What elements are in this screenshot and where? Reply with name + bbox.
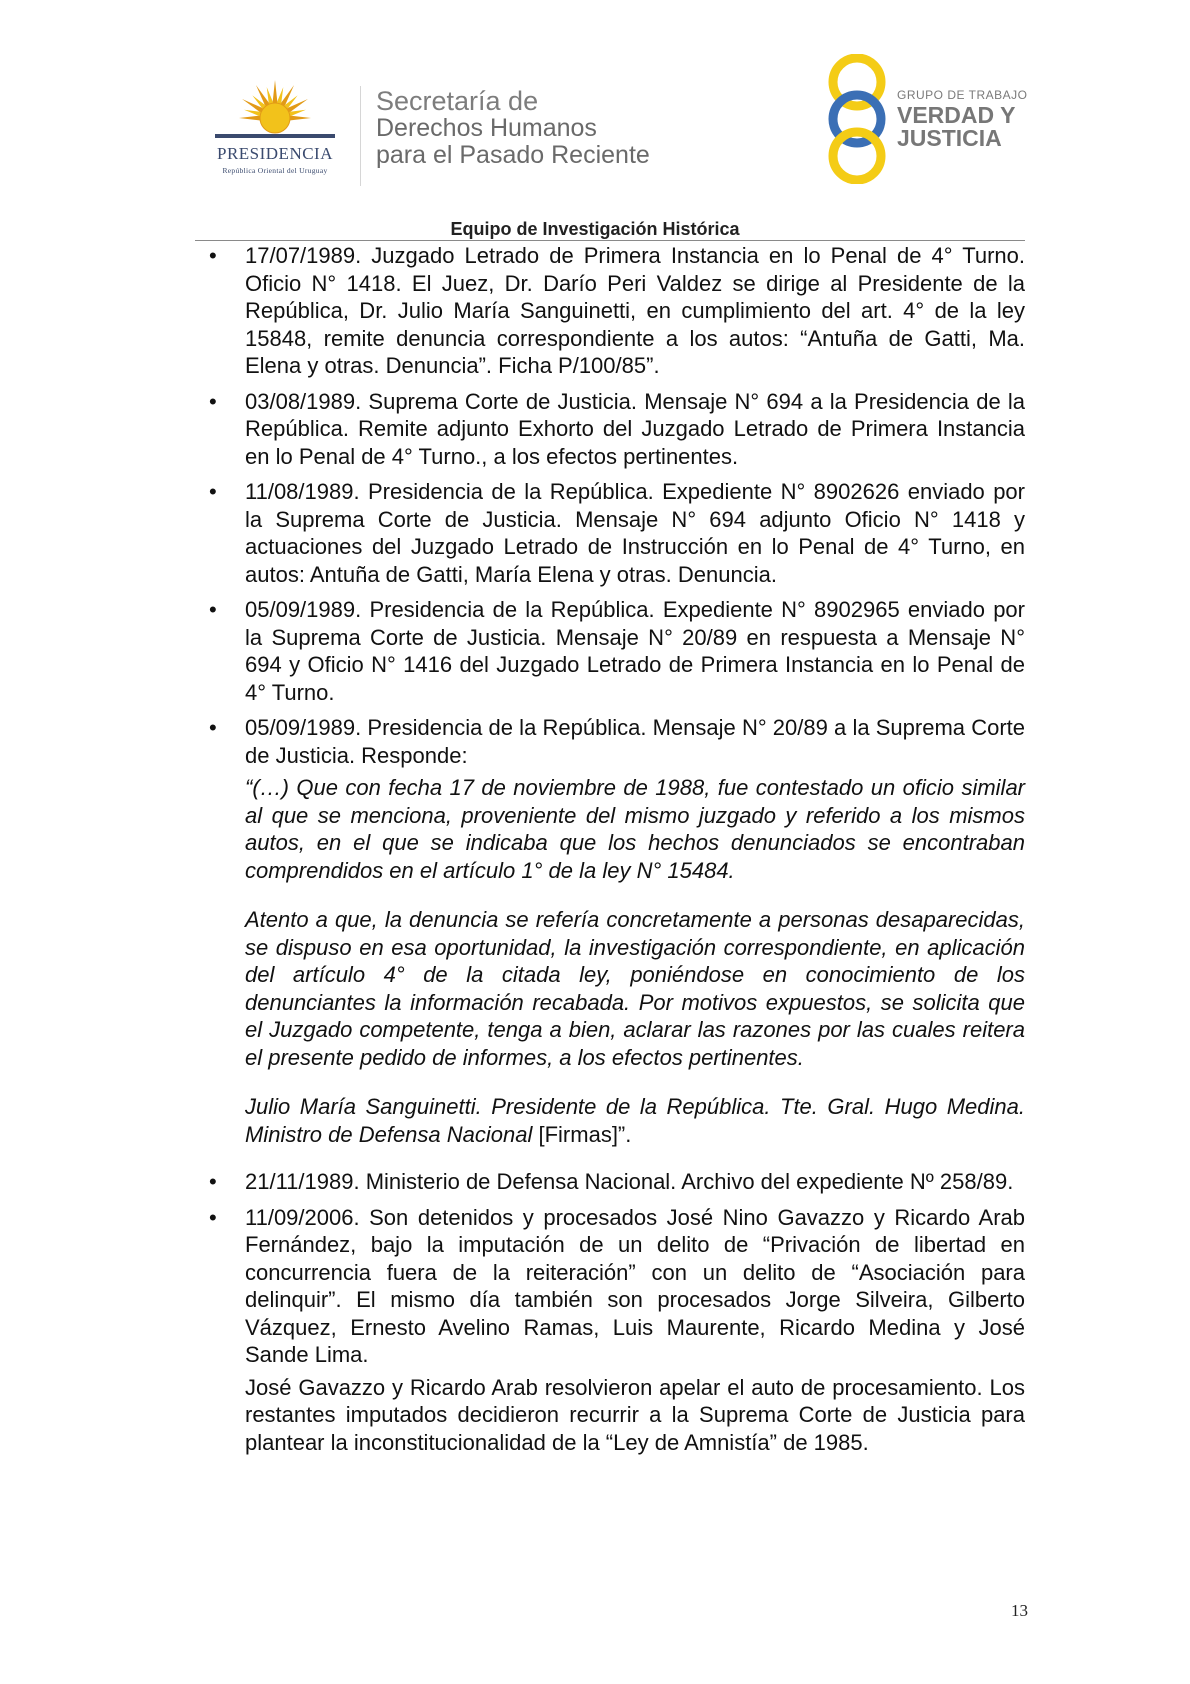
- secretaria-line-1: Secretaría de: [376, 86, 539, 116]
- interlocked-rings-icon: [822, 54, 892, 184]
- item-text: 11/08/1989. Presidencia de la República. Expediente N° 8902626 enviado por la Suprema Corte de Justicia. Mensaje N° 694 adjunto Oficio N° 1418 y actuaciones del Juzgado Letrado de Instrucción en lo Penal de 4° Turno, en autos: Antuña de Gatti, María Elena y otras. Denuncia.: [245, 479, 1025, 587]
- item-text-continuation: José Gavazzo y Ricardo Arab resolvieron apelar el auto de procesamiento. Los restantes imputados decidieron recurrir a la Suprema Corte de Justicia para plantear la inconstitucionalidad de la “Ley de Amnistía” de 1985.: [245, 1374, 1025, 1455]
- quote-signature: [245, 1093, 1025, 1148]
- team-title: Equipo de Investigación Histórica: [450, 219, 740, 239]
- quote-signature-tail: [Firmas]”.: [532, 1121, 632, 1147]
- quote-paragraph: Atento a que, la denuncia se refería concretamente a personas desaparecidas, se dispuso en esa oportunidad, la investigación correspondiente, en aplicación del artículo 4° de la citada ley, poniéndose en conocimiento de los denunciantes la información recabada. Por motivos expuestos, se solicita que el Juzgado competente, tenga a bien, aclarar las razones por las cuales reitera el presente pedido de informes, a los efectos pertinentes.: [245, 907, 1025, 1070]
- bullet: •: [209, 715, 217, 740]
- secretaria-line-2: Derechos Humanos: [376, 114, 597, 142]
- bullet: •: [209, 597, 217, 622]
- verdad-justicia-logo: [822, 54, 1032, 184]
- list-item: [195, 596, 1025, 706]
- secretaria-line-3: para el Pasado Reciente: [376, 141, 650, 169]
- item-text: 21/11/1989. Ministerio de Defensa Nacional. Archivo del expediente Nº 258/89.: [245, 1169, 1014, 1194]
- bullet: •: [209, 388, 217, 414]
- bullet: •: [209, 243, 217, 268]
- list-item: [195, 478, 1025, 588]
- item-text: 05/09/1989. Presidencia de la República. Mensaje N° 20/89 a la Suprema Corte de Justicia. Responde:: [245, 715, 1025, 768]
- presidencia-subtitle: República Oriental del Uruguay: [222, 166, 328, 175]
- list-item: [195, 714, 1025, 1148]
- page-number: 13: [1011, 1601, 1028, 1620]
- quote-signature-text: Julio María Sanguinetti. Presidente de la República. Tte. Gral. Hugo Medina. Ministro de Defensa Nacional: [245, 1094, 1025, 1147]
- list-item: [195, 242, 1025, 380]
- item-text: 17/07/1989. Juzgado Letrado de Primera Instancia en lo Penal de 4° Turno. Oficio N° 1418. El Juez, Dr. Darío Peri Valdez se dirige al Presidente de la República, Dr. Julio María Sanguinetti, en cumplimiento del art. 4° de la ley 15848, remite denuncia correspondiente a los autos: “Antuña de Gatti, Ma. Elena y otras. Denuncia”. Ficha P/100/85”.: [245, 243, 1025, 378]
- presidencia-name: PRESIDENCIA: [216, 144, 333, 163]
- bullet: •: [209, 1169, 217, 1194]
- secretaria-title: [376, 88, 650, 169]
- presidencia-logo: [195, 78, 355, 183]
- bullet: •: [209, 479, 217, 504]
- logo-divider: [360, 86, 361, 186]
- page-header: [0, 0, 1190, 239]
- list-item: [195, 1204, 1025, 1457]
- item-text: 05/09/1989. Presidencia de la República. Expediente N° 8902965 enviado por la Suprema Corte de Justicia. Mensaje N° 20/89 en respuesta a Mensaje N° 694 y Oficio N° 1416 del Juzgado Letrado de Primera Instancia en lo Penal de 4° Turno.: [245, 597, 1025, 705]
- bullet: •: [209, 1204, 217, 1230]
- sun-emblem-icon: [195, 78, 355, 148]
- quote-paragraph: “(…) Que con fecha 17 de noviembre de 1988, fue contestado un oficio similar al que se menciona, proveniente del mismo juzgado y referido a los mismos autos, en el que se indicaba que los hechos denunciados se encontraban comprendidos en el artículo 1° de la ley N° 15484.: [245, 775, 1025, 883]
- grupo-line-2: VERDAD Y: [897, 102, 1016, 128]
- list-item: [195, 1168, 1025, 1196]
- item-text: 11/09/2006. Son detenidos y procesados José Nino Gavazzo y Ricardo Arab Fernández, bajo la imputación de un delito de “Privación de libertad en concurrencia fuera de la reiteración” con un delito de “Asociación para delinquir”. El mismo día también son procesados Jorge Silveira, Gilberto Vázquez, Ernesto Avelino Ramas, Luis Maurente, Ricardo Medina y José Sande Lima.: [245, 1204, 1025, 1367]
- item-text: 03/08/1989. Suprema Corte de Justicia. Mensaje N° 694 a la Presidencia de la República. Remite adjunto Exhorto del Juzgado Letrado de Primera Instancia en lo Penal de 4° Turno., a los efectos pertinentes.: [245, 388, 1025, 469]
- list-item: [195, 388, 1025, 471]
- document-body: [195, 242, 1025, 1464]
- grupo-line-1: GRUPO DE TRABAJO: [897, 88, 1028, 102]
- header-rule: [195, 240, 1025, 241]
- grupo-line-3: JUSTICIA: [897, 125, 1002, 151]
